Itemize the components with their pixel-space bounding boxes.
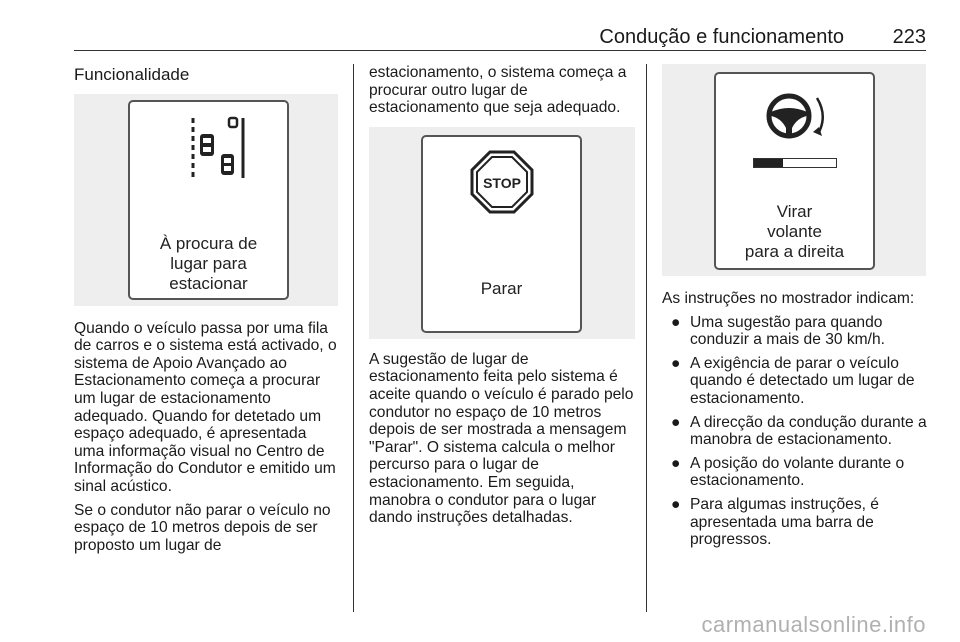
display-panel-steering	[714, 72, 875, 270]
stop-sign-label: STOP	[483, 174, 521, 191]
caption-line-2: lugar para	[170, 253, 247, 273]
column-divider-1	[353, 64, 354, 612]
figure-stop	[369, 127, 635, 339]
bullet-icon: ●	[671, 413, 681, 431]
bullet-icon: ●	[671, 454, 681, 472]
list-item: ● Uma sugestão para quando conduzir a mais de 30 km/h.	[671, 313, 886, 349]
display-panel-stop	[421, 135, 582, 333]
paragraph-continuation: estacionamento, o sistema começa a procurar outro lugar de estacionamento que seja adequado.	[369, 64, 627, 117]
caption-line-1: À procura de	[159, 233, 258, 253]
bullet-icon: ●	[671, 313, 681, 331]
bullet-icon: ●	[671, 354, 681, 372]
steering-wheel-icon	[762, 86, 832, 146]
page-number: 223	[892, 26, 926, 48]
display-panel-search	[128, 100, 289, 300]
figure-steering	[662, 64, 926, 276]
progress-bar-fill	[754, 159, 783, 167]
paragraph-not-stopping: Se o condutor não parar o veículo no espaço de 10 metros depois de ser proposto um lugar de	[74, 501, 331, 554]
caption-stop: Parar	[480, 278, 523, 298]
parking-cars-icon	[184, 116, 264, 186]
watermark: carmanualsonline.info	[701, 612, 926, 637]
instructions-list	[662, 314, 928, 549]
paragraph-suggestion: A sugestão de lugar de estacionamento feita pelo sistema é aceite quando o veículo é parado pelo condutor no espaço de 10 metros depois de ser mostrada a mensagem "Parar". O sistema calcula o melhor percurso para o lugar de estacionamento. Em seguida, manobra o condutor para o lugar dando instruções detalhadas.	[369, 350, 634, 527]
figure-parking-search	[74, 94, 338, 306]
column-divider-2	[646, 64, 647, 612]
column-1	[74, 64, 340, 560]
caption-line-2: volante	[767, 222, 822, 241]
header-divider	[74, 50, 926, 51]
bullet-icon: ●	[671, 495, 681, 513]
instructions-intro: As instruções no mostrador indicam:	[662, 290, 915, 307]
list-item: ● A direcção da condução durante a manobra de estacionamento.	[671, 413, 927, 449]
column-2	[369, 64, 635, 533]
progress-bar	[753, 158, 837, 168]
caption-line-3: estacionar	[169, 273, 248, 293]
paragraph-functionality: Quando o veículo passa por uma fila de carros e o sistema está activado, o sistema de Apoio Avançado ao Estacionamento começa a procurar um lugar de estacionamento adequado. Quando for detetado um espaço adequado, é apresentada uma informação visual no Centro de Informação do Condutor e emitido um sinal acústico.	[74, 319, 337, 495]
caption-line-1: Virar	[776, 202, 813, 221]
column-3	[662, 64, 928, 555]
list-item: ● A posição do volante durante o estacionamento.	[671, 454, 905, 490]
section-title: Funcionalidade	[74, 65, 190, 84]
stop-sign-icon	[470, 150, 534, 214]
list-item: ● A exigência de parar o veículo quando é detectado um lugar de estacionamento.	[671, 354, 915, 407]
page-header	[74, 26, 926, 50]
running-header-title: Condução e funcionamento	[599, 26, 844, 48]
caption-line-3: para a direita	[744, 242, 845, 261]
list-item: ● Para algumas instruções, é apresentada uma barra de progressos.	[671, 495, 879, 549]
